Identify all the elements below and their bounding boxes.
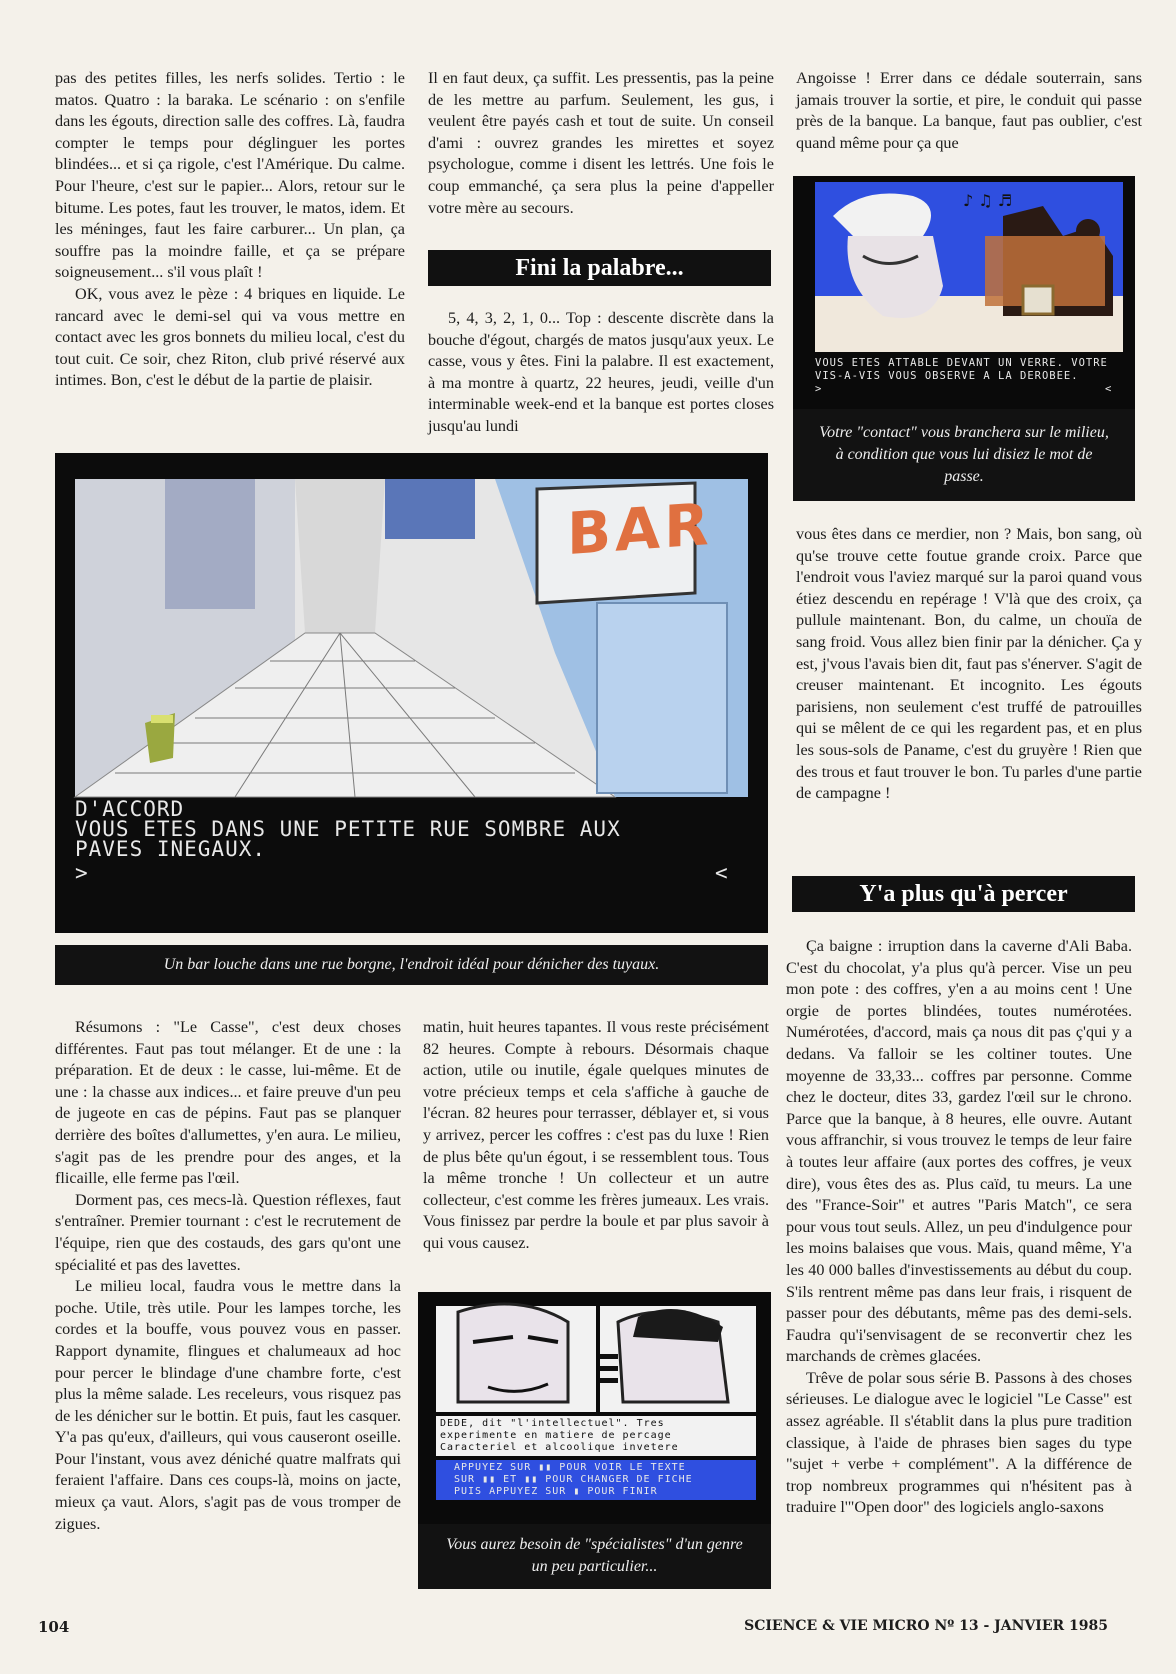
screen-prompt: > <box>75 861 89 885</box>
section-heading-fini-la-palabre: Fini la palabre... <box>428 250 771 286</box>
screen-text-line: APPUYEZ SUR ▮▮ POUR VOIR LE TEXTE <box>454 1462 686 1473</box>
screen-text-line: PAVES INEGAUX. <box>75 837 267 861</box>
screen-text-line: Caracteriel et alcoolique invetere <box>440 1442 679 1453</box>
screen-text-line: experimente en matiere de percage <box>440 1430 672 1441</box>
paragraph: Dorment pas, ces mecs-là. Question réflexes, faut s'entraîner. Premier tournant : c'est le recrutement de l'équipe, rien que des costauds, des gars qu'ont une spécialité et pas des lavettes. <box>55 1190 401 1274</box>
paragraph: pas des petites filles, les nerfs solides. Tertio : le matos. Quatro : la baraka. Le scénario : on s'enfile dans les égouts, direction salle des coffres. Là, faudra compter le temps pour déglinguer les portes blindées... et si ça rigole, c'est l'Amérique. Du calme. Pour l'heure, c'est sur le papier... Alors, retour sur le bitume. Les potes, faut les trouver, le matos, idem. Et les méninges, faut les faire carburer... Un plan, ça souffre pas la moindre faille, et ça se prépare soigneusement... s'il vous plaît ! <box>55 69 405 282</box>
caption-specialists: Vous aurez besoin de "spécialistes" d'un genre un peu particulier... <box>418 1524 771 1589</box>
paragraph: Résumons : "Le Casse", c'est deux choses différentes. Faut pas tout mélanger. Et de une : la préparation. Et de deux : le casse, lui-même. Et de une : la chasse aux indices... et faire preuve d'un peu de jugeote en cas de pépins. Faut pas se planquer derrière des boîtes d'allumettes, y'en aura. Le milieu, s'agit pas de les prendre pour des anges, et la flicaille, elle ferme pas l'œil. <box>55 1018 401 1188</box>
screen-text-line: D'ACCORD <box>75 797 185 821</box>
paragraph: matin, huit heures tapantes. Il vous reste précisément 82 heures. Compte à rebours. Désormais chaque action, utile ou inutile, égale quelques minutes de votre précieux temps et cela s'affiche à gauche de l'écran. 82 heures pour terrasser, déblayer et, si vous y arrivez, percer les coffres : c'est pas du luxe ! Rien de plus bête qu'un égout, i se ressemblent tous. Tous la même tronche ! Un collecteur et un autre collecteur, c'est comme les frères jumeaux. Les vrais. Vous finissez par perdre la boule et par plus savoir à qui vous causez. <box>423 1018 769 1252</box>
caption-street: Un bar louche dans une rue borgne, l'endroit idéal pour dénicher des tuyaux. <box>55 945 768 985</box>
screen-text-line: VIS-A-VIS VOUS OBSERVE A LA DEROBEE. <box>815 370 1079 382</box>
screen-arrow: < <box>715 861 729 885</box>
paragraph: Il en faut deux, ça suffit. Les pressentis, pas la peine de les mettre au parfum. Seulement, les gus, i veulent être payés cash et tout de suite. Un conseil d'ami : ouvrez grandes les mirettes et soyez psychologue, comme i disent les lettrés. Une fois le coup emmanché, ça sera plus la peine d'appeller votre mère au secours. <box>428 69 774 217</box>
column-1-bottom <box>55 1017 401 1535</box>
paragraph: vous êtes dans ce merdier, non ? Mais, bon sang, où qu'se trouve cette foutue grande croix. Parce que l'endroit vous l'aviez marqué sur la paroi quand vous étiez descendu en repérage ! V'là que des croix, ça pullule maintenant. Bon, du calme, un chouïa de sang froid. Vous allez bien finir par la dénicher. Ça y est, j'vous l'avais bien dit, faut pas s'énerver. S'agit de creuser maintenant. Et incognito. Les égouts parisiens, non seulement c'est truffé de patrouilles qui se mêlent de ce qui les regardent pas, et en plus les sous-sols de Paname, c'est du gruyère ! Rien que des trous et faut trouver le bon. Tu parles d'une partie de campagne ! <box>796 525 1142 803</box>
paragraph: 5, 4, 3, 2, 1, 0... Top : descente discrète dans la bouche d'égout, chargés de matos jusqu'aux yeux. Le casse, vous y êtes. Fini la palabre. Il est exactement, à ma montre à quartz, 22 heures, jeudi, veille d'un interminable week-end et la banque est portes closes jusqu'au lundi <box>428 309 774 435</box>
screen-text-line: DEDE, dit "l'intellectuel". Tres <box>440 1418 665 1429</box>
svg-text:♪ ♫ ♬: ♪ ♫ ♬ <box>963 191 1013 210</box>
caption-contact: Votre "contact" vous branchera sur le milieu, à condition que vous lui disiez le mot de passe. <box>793 409 1135 501</box>
section-heading-percer: Y'a plus qu'à percer <box>792 876 1135 912</box>
page-number: 104 <box>38 1618 70 1636</box>
screen-text-line: SUR ▮▮ ET ▮▮ POUR CHANGER DE FICHE <box>454 1474 693 1485</box>
column-2-bottom <box>423 1017 769 1255</box>
column-3-top <box>796 68 1142 154</box>
paragraph: Ça baigne : irruption dans la caverne d'Ali Baba. C'est du chocolat, y'a plus qu'à percer. Vise un peu mon pote : des coffres, y'en a au moins cent ! Une orgie de portes blindées, toutes numérotées. Numérotées, d'accord, mais ça nous dit pas ç'qui y a dedans. Va falloir se les coltiner toutes. Une moyenne de 33,33... coffres par personne. Comme chez le docteur, dites 33, gardez l'œil sur le chrono. Parce que la banque, à 8 heures, elle ouvre. Autant vous affranchir, si vous trouvez le temps de leur faire à toutes leur affaire (aux portes des coffres, je veux dire), vous êtes des as. Plus caïd, tu meurs. La une des "France-Soir" et autres "Paris Match", ce sera pour vous tout seuls. Allez, un peu d'indulgence pour les moins balaises que vous. Mais, quand même, Y'a les 40 000 balles d'investissements au début du coup. S'ils rentrent même pas dans leur frais, i risquent de passer pour des débutants, même pas des demi-sels. Faudra qu'i'senvisagent de se reconvertir chez les marchands de crèmes glacées. <box>786 937 1132 1366</box>
column-2-middle <box>428 308 774 438</box>
screenshot-street <box>55 453 768 933</box>
column-3-middle <box>796 524 1142 805</box>
screen-arrow: < <box>1105 383 1113 395</box>
magazine-footer: SCIENCE & VIE MICRO Nº 13 - JANVIER 1985 <box>744 1618 1108 1634</box>
paragraph: Le milieu local, faudra vous le mettre dans la poche. Utile, très utile. Pour les lampes torche, les cordes et la bouffe, vous pouvez vous en passer. Rapport dynamite, flingues et chalumeaux ad hoc pour percer le blindage d'une chambre forte, c'est plus la même salade. Les receleurs, vous risquez pas de les dénicher sur le bottin. Et puis, faut les casquer. Y'a pas qu'eux, d'ailleurs, qui vous causeront oseille. Pour l'instant, vous avez déniché quatre malfrats qui feraient l'affaire. Dans ces coups-là, moins on jacte, mieux ça vaut. Alors, s'agit pas de vous tromper de zigues. <box>55 1277 401 1533</box>
bar-sign: BAR <box>567 489 713 569</box>
column-2-top <box>428 68 774 219</box>
screen-prompt: > <box>815 383 823 395</box>
paragraph: Trêve de polar sous série B. Passons à des choses sérieuses. Le dialogue avec le logiciel "Le Casse" est assez agréable. Il s'établit dans la plus pure tradition classique, à l'aide de phrases bien sages du type "sujet + verbe + complément". A la différence de trop nombreux programmes qui n'hésitent pas à traduire l'"Open door" des logiciels anglo-saxons <box>786 1368 1132 1517</box>
screen-text-line: VOUS ETES ATTABLE DEVANT UN VERRE. VOTRE <box>815 357 1108 369</box>
paragraph: Angoisse ! Errer dans ce dédale souterrain, sans jamais trouver la sortie, et pire, le conduit qui passe près de la banque. La banque, faut pas oublier, c'est quand même pour ça que <box>796 69 1142 152</box>
screen-text-line: PUIS APPUYEZ SUR ▮ POUR FINIR <box>454 1486 658 1497</box>
screenshot-specialists <box>418 1292 771 1524</box>
column-1-top <box>55 68 405 392</box>
column-3-bottom <box>786 936 1132 1519</box>
screenshot-contact <box>793 176 1135 409</box>
screen-text-line: VOUS ETES DANS UNE PETITE RUE SOMBRE AUX <box>75 817 621 841</box>
paragraph: OK, vous avez le pèze : 4 briques en liquide. Le rancard avec le demi-sel qui va vous mettre en contact avec les gros bonnets du milieu local, c'est du tout cuit. Ce soir, chez Riton, club privé réservé aux intimes. Bon, c'est le début de la partie de plaisir. <box>55 284 405 390</box>
